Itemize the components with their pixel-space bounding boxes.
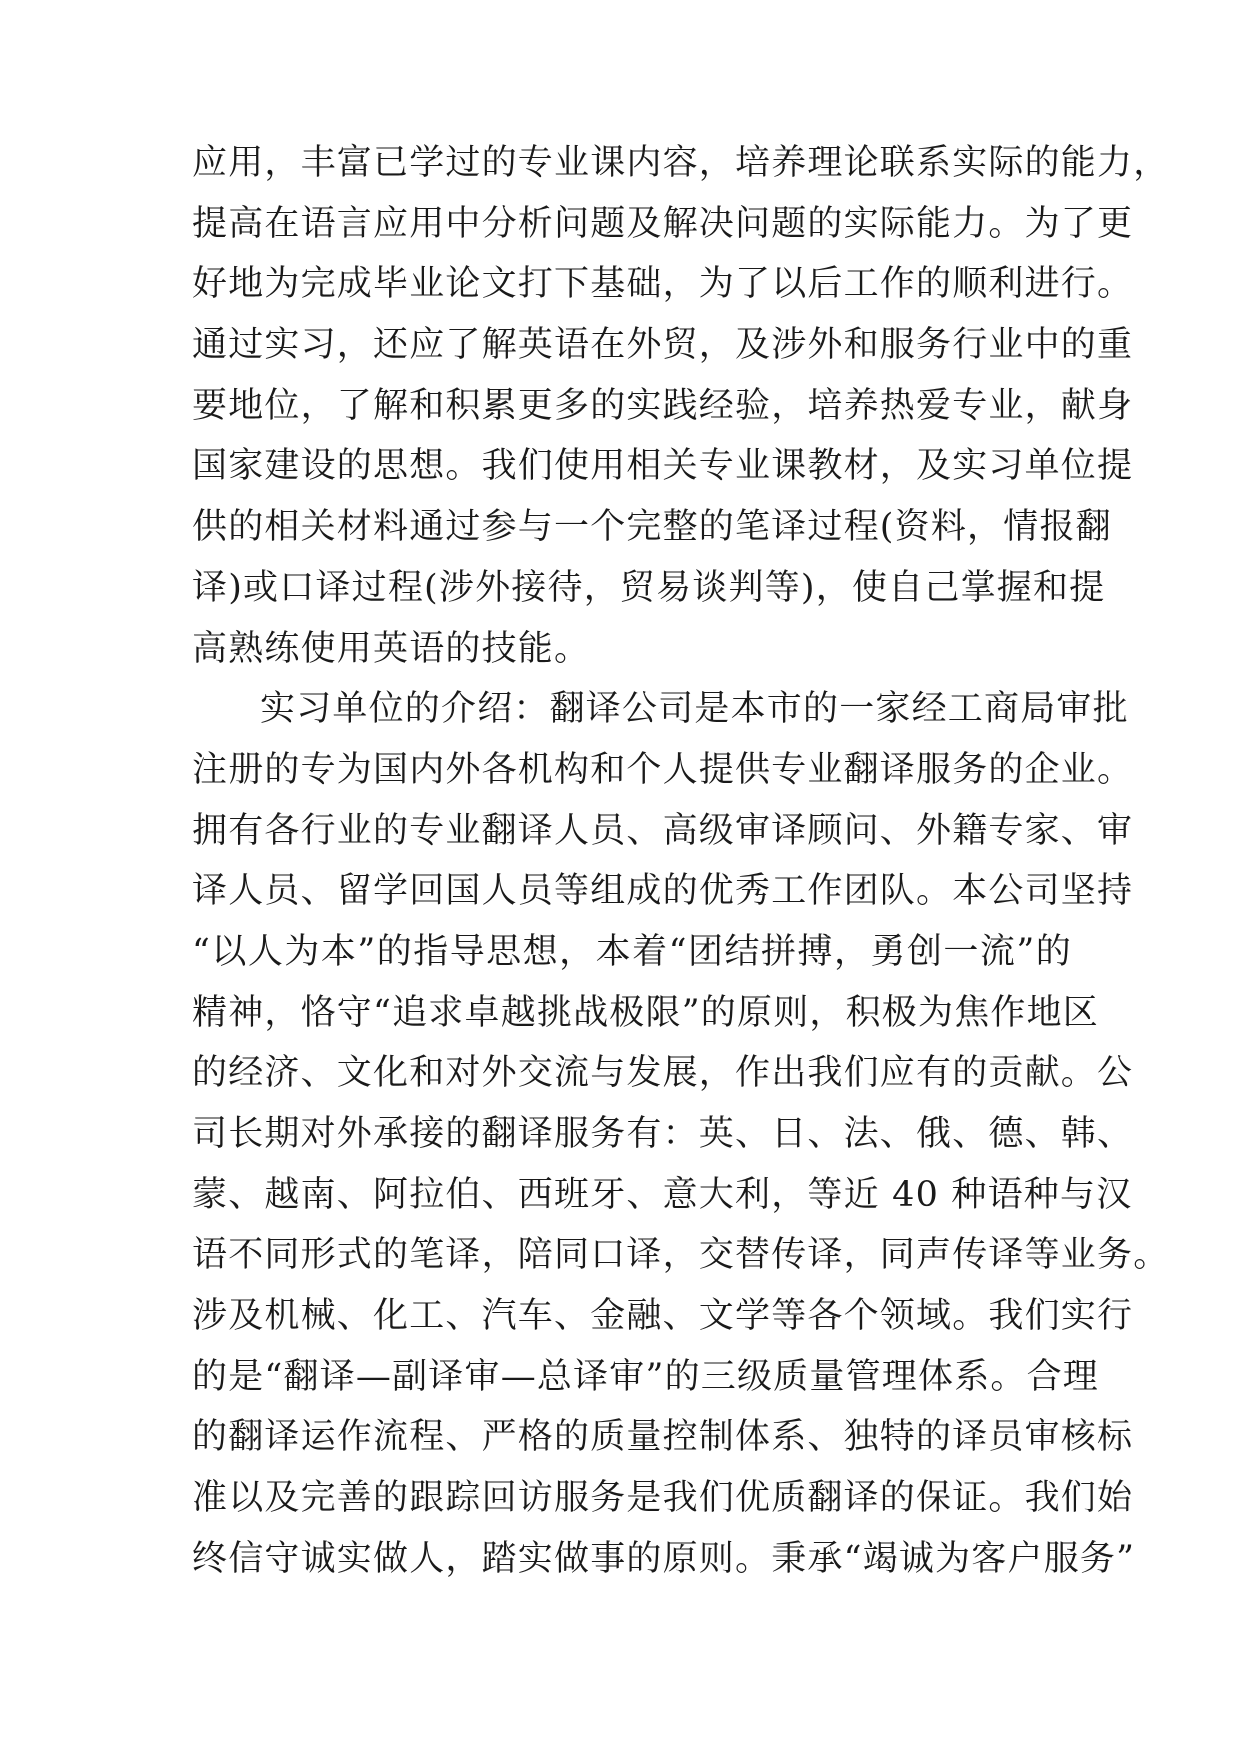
- paragraph-1-line-9: 高熟练使用英语的技能。: [192, 628, 591, 669]
- paragraph-1-line-3: 好地为完成毕业论文打下基础，为了以后工作的顺利进行。: [192, 264, 1134, 305]
- paragraph-2-line-14: 准以及完善的跟踪回访服务是我们优质翻译的保证。我们始: [192, 1478, 1134, 1519]
- paragraph-1-line-2: 提高在语言应用中分析问题及解决问题的实际能力。为了更: [192, 203, 1134, 244]
- paragraph-2-line-6: 精神，恪守“追求卓越挑战极限”的原则，积极为焦作地区: [192, 992, 1099, 1033]
- paragraph-2-line-11: 涉及机械、化工、汽车、金融、文学等各个领域。我们实行: [192, 1296, 1134, 1337]
- paragraph-2-line-10: 语不同形式的笔译，陪同口译，交替传译，同声传译等业务。: [192, 1235, 1170, 1276]
- paragraph-2-line-1: 实习单位的介绍：翻译公司是本市的一家经工商局审批: [260, 689, 1129, 730]
- paragraph-2-line-12: 的是“翻译—副译审—总译审”的三级质量管理体系。合理: [192, 1356, 1099, 1397]
- paragraph-2-line-9: 蒙、越南、阿拉伯、西班牙、意大利，等近 40 种语种与汉: [192, 1174, 1133, 1215]
- paragraph-2-line-4: 译人员、留学回国人员等组成的优秀工作团队。本公司坚持: [192, 871, 1134, 912]
- paragraph-1-line-7: 供的相关材料通过参与一个完整的笔译过程(资料，情报翻: [192, 507, 1112, 548]
- paragraph-2-line-5: “以人为本”的指导思想，本着“团结拼搏，勇创一流”的: [192, 931, 1072, 972]
- paragraph-1-line-1: 应用，丰富已学过的专业课内容，培养理论联系实际的能力，: [192, 143, 1170, 183]
- paragraph-1-line-4: 通过实习，还应了解英语在外贸，及涉外和服务行业中的重: [192, 325, 1134, 366]
- body-text: [192, 133, 1170, 1590]
- paragraph-2-line-13: 的翻译运作流程、严格的质量控制体系、独特的译员审核标: [192, 1417, 1134, 1458]
- paragraph-1-line-6: 国家建设的思想。我们使用相关专业课教材，及实习单位提: [192, 446, 1134, 487]
- paragraph-2-line-15: 终信守诚实做人，踏实做事的原则。秉承“竭诚为客户服务”: [192, 1538, 1136, 1579]
- paragraph-2-line-2: 注册的专为国内外各机构和个人提供专业翻译服务的企业。: [192, 749, 1134, 790]
- paragraph-2-line-3: 拥有各行业的专业翻译人员、高级审译顾问、外籍专家、审: [192, 810, 1134, 851]
- paragraph-2-line-7: 的经济、文化和对外交流与发展，作出我们应有的贡献。公: [192, 1053, 1134, 1094]
- paragraph-1-line-8: 译)或口译过程(涉外接待，贸易谈判等)，使自己掌握和提: [192, 567, 1106, 608]
- paragraph-2-line-8: 司长期对外承接的翻译服务有：英、日、法、俄、德、韩、: [192, 1114, 1134, 1154]
- paragraph-1-line-5: 要地位，了解和积累更多的实践经验，培养热爱专业，献身: [192, 385, 1134, 426]
